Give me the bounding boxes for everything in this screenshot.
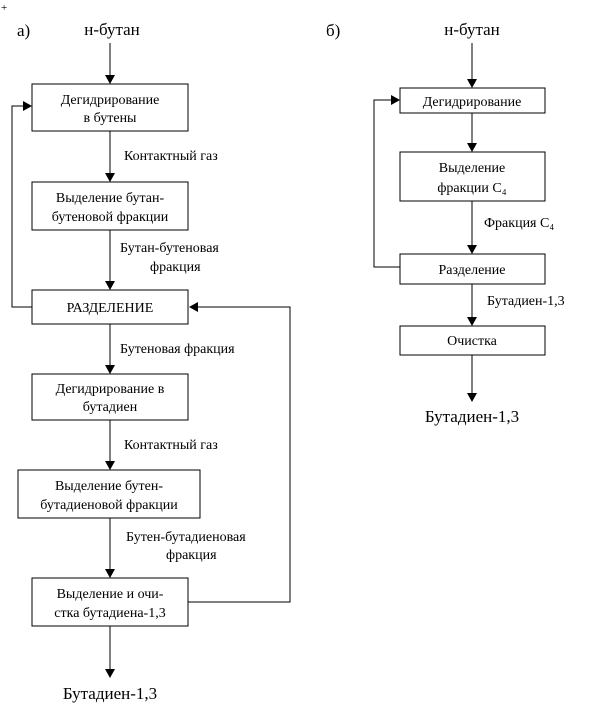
flow-a-2-line-2: фракция	[150, 260, 201, 275]
scheme-b	[326, 20, 565, 426]
scheme-b-feed: н-бутан	[444, 20, 500, 39]
step-a-4-line-2: бутадиен	[82, 400, 138, 415]
scheme-a-label: а)	[17, 21, 31, 40]
step-b-1-line-1: Дегидрирование	[422, 95, 522, 110]
step-a-6-line-1: Выделение и очи-	[56, 587, 164, 602]
step-a-1-line-1: Дегидрирование	[60, 93, 160, 108]
flow-b-2: Бутадиен-1,3	[487, 294, 565, 309]
scheme-a-feed: н-бутан	[84, 20, 140, 39]
step-b-4-line-1: Очистка	[447, 334, 497, 349]
step-b-2-line-2: фракции C₄	[437, 181, 507, 196]
flow-a-5-line-2: фракция	[166, 548, 217, 563]
step-a-5-line-1: Выделение бутен-	[54, 479, 164, 494]
step-a-2-line-2: бутеновой фракции	[51, 210, 169, 225]
flow-a-2-line-1: Бутан-бутеновая	[120, 241, 219, 256]
scheme-b-label: б)	[326, 21, 341, 40]
step-a-3-line-1: РАЗДЕЛЕНИЕ	[66, 301, 154, 316]
flow-a-5-line-1: Бутен-бутадиеновая	[126, 530, 246, 545]
flow-a-3: Бутеновая фракция	[120, 342, 235, 357]
scheme-a	[12, 20, 290, 703]
scheme-a-product: Бутадиен-1,3	[62, 684, 158, 703]
step-b-3-line-1: Разделение	[438, 263, 506, 278]
corner-mark: +	[1, 2, 8, 14]
step-a-5-line-2: бутадиеновой фракции	[40, 498, 178, 513]
flow-b-1: Фракция C₄	[484, 216, 555, 231]
step-a-4-line-1: Дегидрирование в	[55, 382, 165, 397]
step-b-2-line-1: Выделение	[438, 161, 506, 176]
scheme-b-product: Бутадиен-1,3	[424, 407, 520, 426]
step-a-2-line-1: Выделение бутан-	[55, 191, 165, 206]
flow-a-1: Контактный газ	[124, 149, 218, 164]
flow-a-4: Контактный газ	[124, 438, 218, 453]
step-a-1-line-2: в бутены	[83, 111, 137, 126]
step-a-6-line-2: стка бутадиена-1,3	[54, 606, 166, 621]
